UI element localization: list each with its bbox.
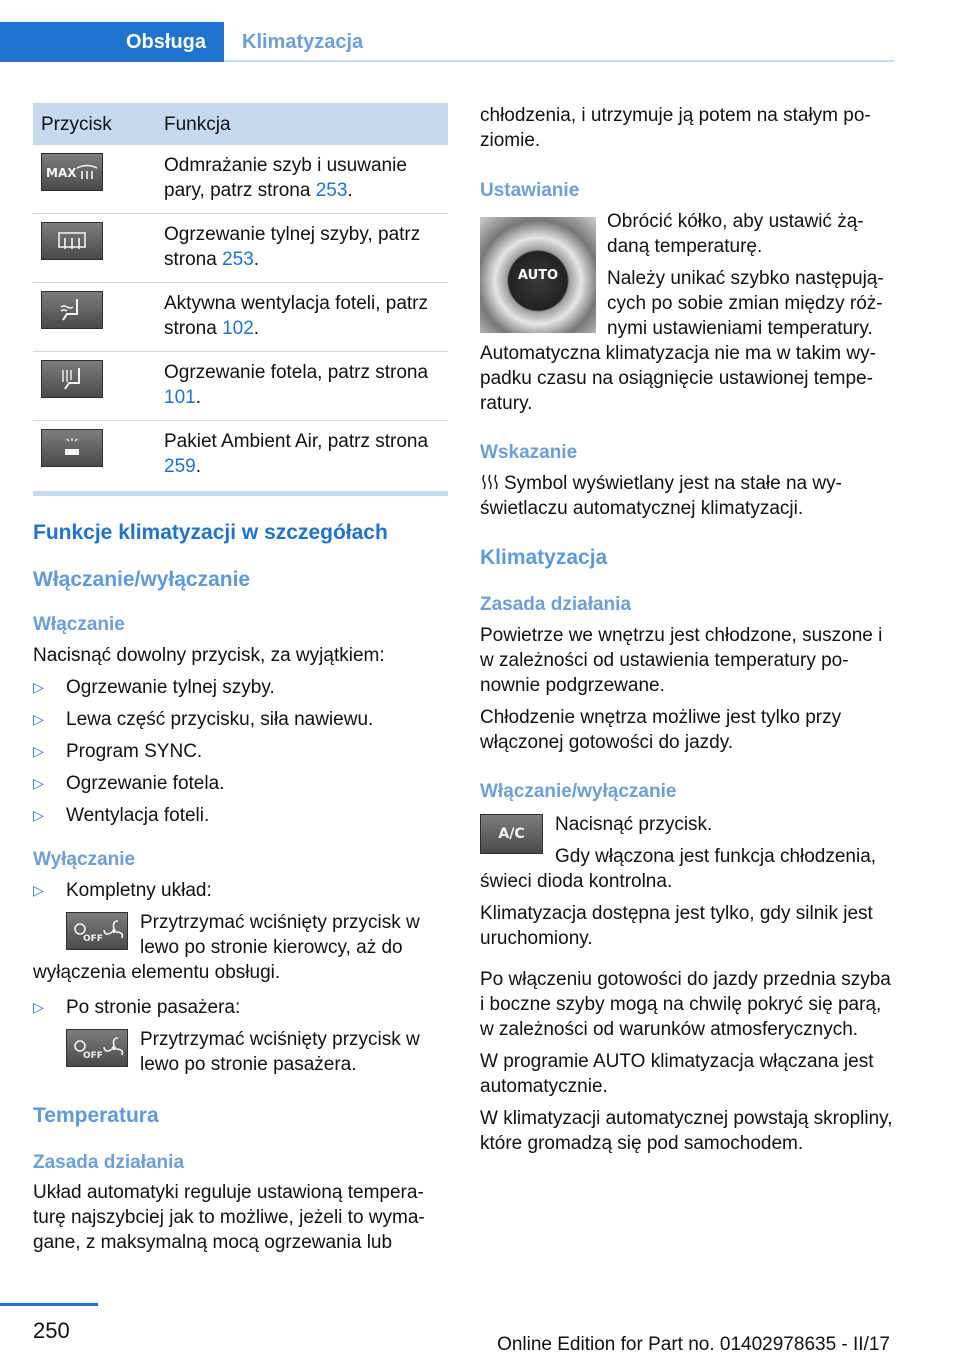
header-rule <box>224 60 894 62</box>
punctuation: . <box>347 180 353 201</box>
max-defrost-icon <box>41 153 103 191</box>
instruction-block <box>480 209 893 416</box>
punctuation: . <box>253 318 260 339</box>
paragraph: Gdy włączona jest funkcja chłodzenia, świeci dioda kontrolna. <box>480 846 877 892</box>
heating-symbol-icon <box>480 473 500 491</box>
temperature-dial[interactable] <box>480 217 596 333</box>
list-item-text: Ogrzewanie tylnej szyby. <box>66 677 275 698</box>
paragraph: Przytrzymać wciśnięty przycisk w lewo po stronie kierowcy, aż do wyłączenia elementu obsługi. <box>33 912 420 983</box>
paragraph: Klimatyzacja dostępna jest tylko, gdy silnik jest uruchomiony. <box>480 903 873 949</box>
page-link[interactable]: 253 <box>222 249 254 270</box>
list-item <box>33 675 448 700</box>
list-item-text: Ogrzewanie fotela. <box>66 773 225 794</box>
left-column <box>33 103 448 1255</box>
bullet-icon: ▷ <box>33 711 44 727</box>
paragraph: W programie AUTO klimatyzacja włączana jest automatycznie. <box>480 1051 874 1097</box>
page-header <box>0 22 960 62</box>
page-number-rule <box>0 1303 98 1306</box>
list-item <box>33 771 448 796</box>
instruction-block <box>480 812 893 894</box>
minor-heading: Wskazanie <box>480 442 578 463</box>
column-header: Przycisk <box>33 103 156 145</box>
table-bottom-rule <box>33 491 448 496</box>
paragraph: Układ automatyki reguluje ustawioną temperaturę najszybciej jak to możliwe, jeżeli to wymagane, z maksymalną mocą ogrzewania lub <box>33 1182 425 1253</box>
edition-note: Online Edition for Part no. 01402978635 - II/17 <box>497 1334 890 1355</box>
minor-heading: Ustawianie <box>480 180 580 201</box>
paragraph: W klimatyzacji automatycznej powstają skropliny, które gromadzą się pod samochodem. <box>480 1108 893 1154</box>
ac-button-icon: A/C <box>480 814 543 854</box>
list-item-text: Program SYNC. <box>66 741 203 762</box>
section-tab[interactable]: Klimatyzacja <box>242 31 364 53</box>
paragraph: Po włączeniu gotowości do jazdy przednia szyba i boczne szyby mogą na chwilę pokryć się parą, w zależności od warunków atmosferycznych. <box>480 969 891 1040</box>
svg-text:OFF: OFF <box>83 1051 103 1061</box>
punctuation: . <box>195 456 201 477</box>
bullet-icon: ▷ <box>33 807 44 823</box>
list-item-text: Po stronie pasażera: <box>66 997 241 1018</box>
bullet-icon: ▷ <box>33 999 44 1015</box>
table-row <box>33 145 448 214</box>
svg-text:OFF: OFF <box>83 934 103 944</box>
page-link[interactable]: 259 <box>164 456 196 477</box>
function-text: Ogrzewanie tylnej szyby, patrz strona <box>164 224 421 270</box>
instruction-block <box>33 1027 448 1077</box>
instruction-block <box>33 910 448 985</box>
list-item-text: Lewa część przycisku, siła nawiewu. <box>66 709 374 730</box>
fan-off-icon <box>66 912 128 950</box>
svg-text:MAX: MAX <box>46 166 77 180</box>
bullet-list <box>33 995 448 1020</box>
page-link[interactable]: 253 <box>315 180 348 201</box>
bullet-icon: ▷ <box>33 882 44 898</box>
minor-heading: Włączanie/wyłączanie <box>480 781 677 802</box>
rear-window-heating-icon <box>41 222 103 260</box>
section-heading: Funkcje klimatyzacji w szczegółach <box>33 521 388 544</box>
function-text: Odmrażanie szyb i usuwanie pary, patrz strona <box>164 155 407 201</box>
subsection-heading: Klimatyzacja <box>480 546 608 569</box>
table-row <box>33 214 448 283</box>
paragraph <box>480 471 893 521</box>
function-text: Pakiet Ambient Air, patrz strona <box>164 431 429 452</box>
function-text: Aktywna wentylacja foteli, patrz strona <box>164 293 429 339</box>
seat-ventilation-icon <box>41 291 103 329</box>
list-item <box>33 803 448 828</box>
paragraph: Nacisnąć przycisk. <box>555 814 713 835</box>
page-number: 250 <box>33 1318 70 1343</box>
table-row <box>33 283 448 352</box>
minor-heading: Zasada działania <box>33 1152 185 1173</box>
list-item-text: Wentylacja foteli. <box>66 805 210 826</box>
list-item <box>33 739 448 764</box>
bullet-icon: ▷ <box>33 775 44 791</box>
list-item <box>33 995 448 1020</box>
minor-heading: Zasada działania <box>480 594 632 615</box>
bullet-icon: ▷ <box>33 679 44 695</box>
column-header: Funkcja <box>156 103 448 145</box>
table-row <box>33 352 448 421</box>
minor-heading: Włączanie <box>33 614 125 635</box>
paragraph: Chłodzenie wnętrza możliwe jest tylko przy włączonej gotowości do jazdy. <box>480 707 842 753</box>
punctuation: . <box>253 249 260 270</box>
punctuation: . <box>195 387 201 408</box>
page-link[interactable]: 102 <box>222 318 254 339</box>
right-column <box>480 103 893 1156</box>
bullet-list <box>33 675 448 828</box>
table-header <box>33 103 448 145</box>
seat-heating-icon <box>41 360 103 398</box>
ambient-air-icon <box>41 429 103 467</box>
page-link[interactable]: 101 <box>164 387 196 408</box>
list-item <box>33 707 448 732</box>
bullet-list <box>33 878 448 903</box>
paragraph: Należy unikać szybko następujących po sobie zmian między różnymi ustawieniami temperatury. Automatyczna klimatyzacja nie ma w takim wypadku czasu na osiągnięcie ustawionej temperatury. <box>480 268 884 414</box>
paragraph: Przytrzymać wciśnięty przycisk w lewo po stronie pasażera. <box>140 1029 420 1075</box>
subsection-heading: Temperatura <box>33 1104 159 1127</box>
section-tab-active[interactable]: Obsługa <box>0 22 224 62</box>
list-item <box>33 878 448 903</box>
indicator-text: Symbol wyświetlany jest na stałe na wyświetlaczu automatycznej klimatyzacji. <box>480 473 842 519</box>
paragraph: Powietrze we wnętrzu jest chłodzone, suszone i w zależności od ustawienia temperatury ponownie podgrzewane. <box>480 625 883 696</box>
fan-off-icon <box>66 1029 128 1067</box>
subsection-heading: Włączanie/wyłączanie <box>33 568 251 591</box>
controls-table <box>33 103 448 489</box>
paragraph: Nacisnąć dowolny przycisk, za wyjątkiem: <box>33 645 385 666</box>
list-item-text: Kompletny układ: <box>66 880 212 901</box>
paragraph: Obrócić kółko, aby ustawić żądaną temperaturę. <box>607 211 864 257</box>
minor-heading: Wyłączanie <box>33 849 136 870</box>
dial-label: AUTO <box>517 267 559 283</box>
function-text: Ogrzewanie fotela, patrz strona <box>164 362 429 383</box>
paragraph: chłodzenia, i utrzymuje ją potem na stałym poziomie. <box>480 105 871 151</box>
bullet-icon: ▷ <box>33 743 44 759</box>
table-row <box>33 421 448 490</box>
